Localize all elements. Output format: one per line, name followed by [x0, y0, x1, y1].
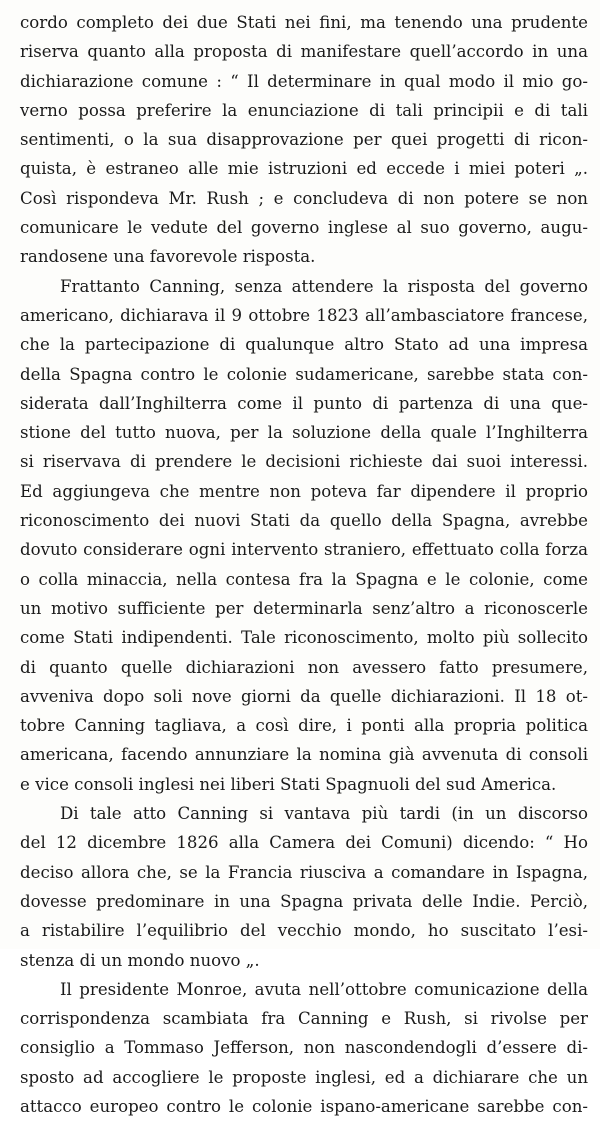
text-line: un motivo sufficiente per determinarla senz’altro a riconoscerle	[20, 598, 588, 618]
text-line: avveniva dopo soli nove giorni da quelle dichiarazioni. Il 18 ot-	[20, 686, 588, 706]
text-line: stenza di un mondo nuovo „.	[20, 950, 260, 970]
text-line: si riservava di prendere le decisioni richieste dai suoi interessi.	[20, 452, 588, 472]
text-line: del 12 dicembre 1826 alla Camera dei Comuni) dicendo: “ Ho	[20, 833, 588, 853]
text-line: cordo completo dei due Stati nei fini, ma tenendo una prudente	[20, 13, 588, 32]
text-line: americana, facendo annunziare la nomina già avvenuta di consoli	[20, 745, 588, 765]
text-line: corrispondenza scambiata fra Canning e Rush, si rivolse per	[20, 1009, 588, 1029]
text-line: attacco europeo contro le colonie ispano-americane sarebbe con-	[20, 1096, 588, 1116]
text-line: Di tale atto Canning si vantava più tardi (in un discorso	[60, 804, 588, 824]
text-line: Frattanto Canning, senza attendere la risposta del governo	[60, 276, 588, 296]
text-line: Così rispondeva Mr. Rush ; e concludeva di non potere se non	[20, 188, 588, 208]
text-line: come Stati indipendenti. Tale riconoscimento, molto più sollecito	[20, 628, 588, 648]
text-line: sposto ad accogliere le proposte inglesi, ed a dichiarare che un	[20, 1067, 588, 1087]
text-line: sentimenti, o la sua disapprovazione per quei progetti di ricon-	[20, 130, 588, 150]
text-line: stione del tutto nuova, per la soluzione della quale l’Inghilterra	[20, 423, 588, 443]
paragraph	[20, 799, 588, 975]
text-line: che la partecipazione di qualunque altro Stato ad una impresa	[20, 335, 588, 355]
text-line: Il presidente Monroe, avuta nell’ottobre comunicazione della	[60, 979, 588, 999]
text-line: dovuto considerare ogni intervento straniero, effettuato colla forza	[20, 540, 588, 560]
text-line: o colla minaccia, nella contesa fra la Spagna e le colonie, come	[20, 569, 588, 589]
text-line: riserva quanto alla proposta di manifestare quell’accordo in una	[20, 42, 588, 62]
text-line: quista, è estraneo alle mie istruzioni ed eccede i miei poteri „.	[20, 159, 588, 179]
text-line: riconoscimento dei nuovi Stati da quello della Spagna, avrebbe	[20, 511, 588, 531]
text-line: comunicare le vedute del governo inglese al suo governo, augu-	[20, 218, 588, 238]
text-line: dichiarazione comune : “ Il determinare in qual modo il mio go-	[20, 71, 588, 91]
text-line: Ed aggiungeva che mentre non poteva far dipendere il proprio	[20, 481, 588, 501]
text-line: e vice consoli inglesi nei liberi Stati Spagnuoli del sud America.	[20, 774, 557, 794]
text-line: di quanto quelle dichiarazioni non avessero fatto presumere,	[20, 657, 588, 677]
text-line: a ristabilire l’equilibrio del vecchio mondo, ho suscitato l’esi-	[20, 921, 588, 941]
text-line: deciso allora che, se la Francia riusciva a comandare in Ispagna,	[20, 862, 588, 882]
text-line: verno possa preferire la enunciazione di tali principii e di tali	[20, 100, 588, 120]
text-line: tobre Canning tagliava, a così dire, i ponti alla propria politica	[20, 716, 588, 736]
text-line: consiglio a Tommaso Jefferson, non nascondendogli d’essere di-	[20, 1038, 588, 1058]
document-body	[20, 8, 588, 1121]
text-line: siderata dall’Inghilterra come il punto di partenza di una que-	[20, 393, 588, 413]
text-line: randosene una favorevole risposta.	[20, 247, 316, 267]
paragraph	[20, 8, 588, 272]
paragraph	[20, 975, 588, 1121]
text-line: dovesse predominare in una Spagna privata delle Indie. Perciò,	[20, 891, 588, 911]
text-line: della Spagna contro le colonie sudamericane, sarebbe stata con-	[20, 364, 588, 384]
text-line: americano, dichiarava il 9 ottobre 1823 all’ambasciatore francese,	[20, 305, 588, 325]
paragraph	[20, 272, 588, 799]
